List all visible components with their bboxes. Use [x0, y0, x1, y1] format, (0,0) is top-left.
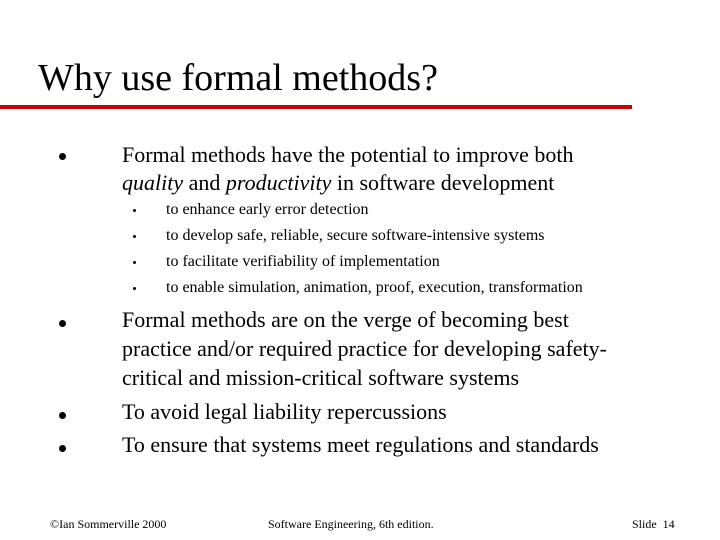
footer-slide-number: [632, 516, 675, 532]
footer-book-title: Software Engineering, 6th edition.: [268, 517, 434, 531]
slide-number: 14: [662, 517, 675, 531]
emphasis-quality: quality: [122, 170, 184, 195]
bullet-text: Formal methods are on the verge of becoming best: [122, 307, 569, 332]
footer-copyright: ©Ian Sommerville 2000: [50, 517, 167, 531]
sub-bullet-dot: [133, 209, 136, 212]
slide-title: Why use formal methods?: [38, 57, 438, 99]
bullet-dot: [59, 320, 66, 327]
sub-item: to facilitate verifiability of implementation: [166, 253, 440, 270]
bullet-text-cont: [122, 168, 554, 197]
emphasis-productivity: productivity: [225, 170, 332, 195]
sub-bullet-dot: [133, 235, 136, 238]
sub-item: to enhance early error detection: [166, 201, 369, 218]
sub-bullet-dot: [133, 261, 136, 264]
bullet-text: To ensure that systems meet regulations and standards: [122, 432, 599, 457]
bullet-text: Formal methods have the potential to improve both: [122, 142, 574, 167]
bullet-text: To avoid legal liability repercussions: [122, 399, 447, 424]
bullet-dot: [59, 412, 66, 419]
title-underline: [0, 105, 632, 109]
bullet-dot: [59, 445, 66, 452]
bullet-text-cont: practice and/or required practice for developing safety-: [122, 336, 607, 361]
bullet-text-end: in software development: [331, 170, 555, 195]
bullet-dot: [59, 153, 66, 160]
slide-label: Slide: [632, 517, 657, 531]
sub-item: to enable simulation, animation, proof, execution, transformation: [166, 279, 583, 296]
bullet-text-cont: critical and mission-critical software systems: [122, 365, 520, 390]
sub-item: to develop safe, reliable, secure software-intensive systems: [166, 227, 545, 244]
bullet-text-mid: and: [183, 170, 226, 195]
sub-bullet-dot: [133, 287, 136, 290]
